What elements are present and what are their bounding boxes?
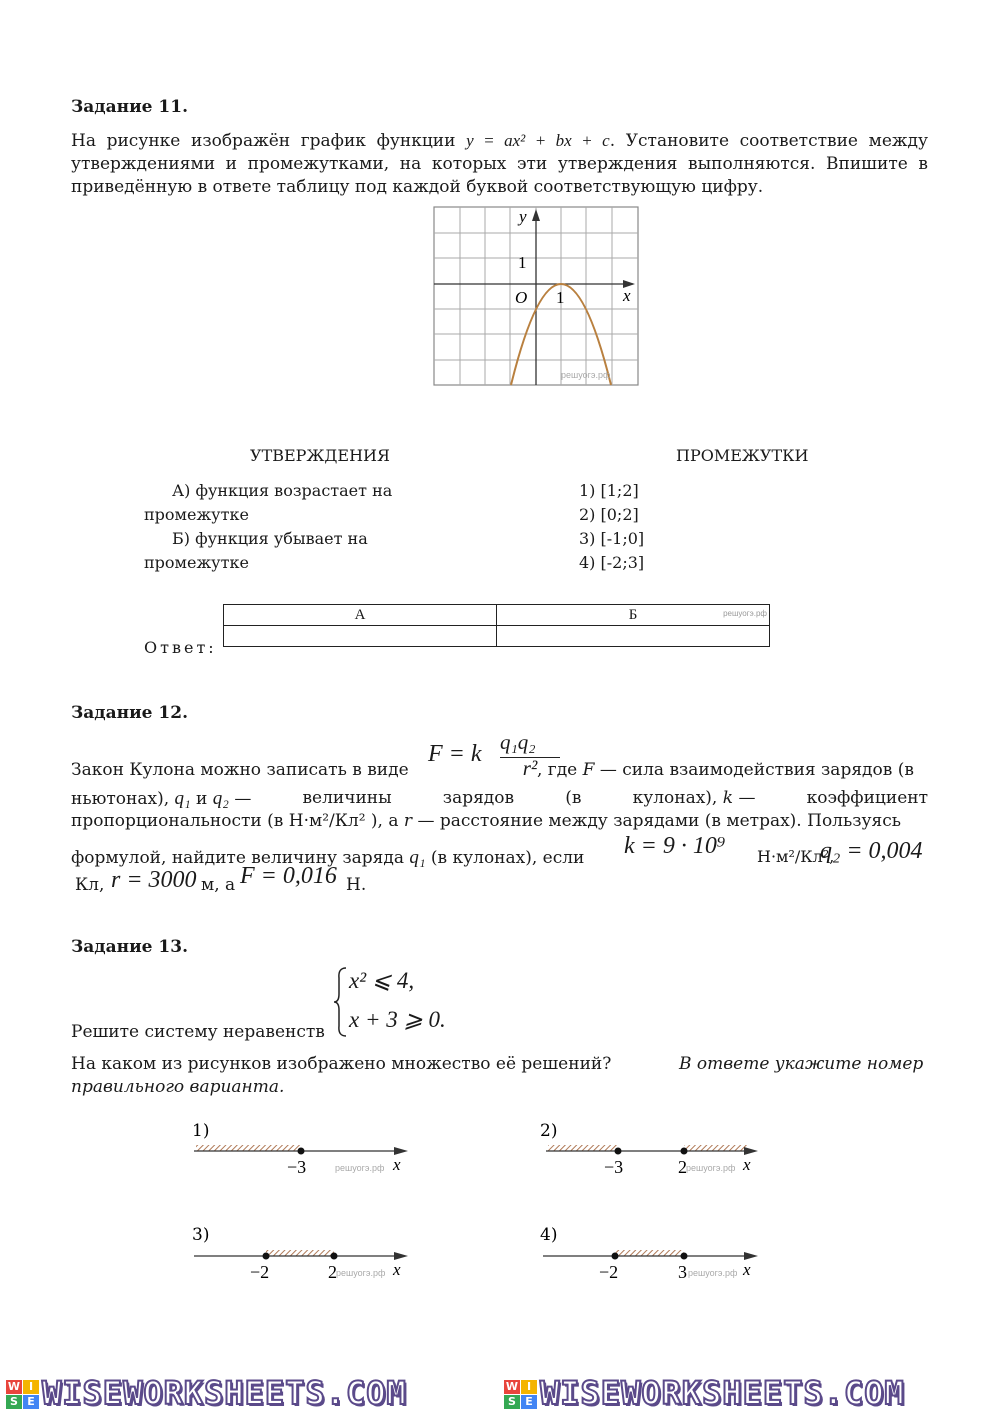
t12-l2f: кулонах), [632, 788, 718, 808]
logo2-e: E [521, 1395, 537, 1409]
statement-a-line1: А) функция возрастает на [172, 481, 393, 500]
parabola-graph [433, 206, 639, 386]
graph-watermark: решуогэ.рф [561, 370, 611, 380]
t12-q2: q₂ [212, 788, 229, 809]
option-3-point-2 [331, 1253, 338, 1260]
task11-text-before: На рисунке изображён график функции [71, 131, 456, 151]
y-axis-label: y [519, 207, 527, 226]
option-4-tick-2: 3 [678, 1262, 687, 1282]
brand-text-2: WISEWORKSHEETS.COM [540, 1374, 905, 1412]
answer-header-b-label: Б [628, 606, 638, 623]
option-2-point-1 [615, 1148, 622, 1155]
t12-F-value: F = 0,016 [240, 863, 337, 889]
logo2-w: W [505, 1380, 519, 1393]
task13-intro: Решите систему неравенств [71, 1022, 325, 1042]
logo1-i: I [23, 1380, 39, 1394]
option-1[interactable] [192, 1121, 408, 1177]
t12-l1c: — сила взаимодействия зарядов (в [599, 760, 914, 780]
option-3-x: x [393, 1260, 401, 1279]
task11-title: Задание 11. [71, 97, 188, 117]
answer-cell-a[interactable] [224, 626, 497, 647]
option-1-x: x [393, 1155, 401, 1174]
option-4-label: 4) [540, 1225, 558, 1245]
option-2-hatch-right [684, 1145, 748, 1151]
statement-a-line2: промежутке [144, 505, 249, 524]
option-2-tick-1: −3 [604, 1157, 624, 1177]
option-4-point-2 [681, 1253, 688, 1260]
t12-k-value: k = 9 · 10⁹ [624, 833, 726, 859]
logo2-s: S [504, 1395, 520, 1409]
x-axis-label: x [623, 286, 631, 305]
option-2-watermark: решуогэ.рф [686, 1163, 736, 1173]
task11-formula: y = ax² + bx + c [466, 131, 610, 150]
answer-header-a: А [224, 605, 497, 626]
task12-line1 [71, 759, 409, 782]
option-3[interactable] [192, 1225, 408, 1282]
task12-line1b [537, 759, 914, 782]
t12-l3a: пропорциональности (в Н·м²/Кл² ), а [71, 811, 399, 831]
option-1-point [298, 1148, 305, 1155]
t12-r: r [403, 811, 413, 831]
option-3-hatch [266, 1250, 334, 1256]
answer-label: Ответ: [144, 638, 217, 657]
option-4[interactable] [540, 1225, 758, 1282]
option-2-point-2 [681, 1148, 688, 1155]
logo1-e: E [23, 1395, 39, 1409]
option-4-point-1 [612, 1253, 619, 1260]
logo1-w: W [7, 1380, 21, 1393]
t12-l2a: ньютонах), [71, 789, 170, 809]
brand-text-1: WISEWORKSHEETS.COM [42, 1374, 407, 1412]
t12-l4c: Н·м²/Кл², [757, 847, 835, 866]
t12-l2e: (в [565, 788, 582, 808]
brand-logo-2 [504, 1380, 538, 1410]
task12-line3 [71, 810, 901, 833]
formula-lhs: F = k [428, 741, 482, 767]
option-2-hatch-left [548, 1145, 618, 1151]
option-1-watermark: решуогэ.рф [335, 1163, 385, 1173]
interval-2: 2) [0;2] [579, 505, 639, 524]
t12-l5b: м, а [201, 875, 236, 895]
t12-and: и [196, 789, 208, 809]
statement-b-line2: промежутке [144, 553, 249, 572]
t12-k: k [722, 788, 734, 808]
task13-instruction-2: правильного варианта. [71, 1077, 285, 1097]
task11-text [71, 129, 928, 199]
system-brace [332, 966, 350, 1038]
answer-table [223, 604, 770, 647]
footer-brand-bar [0, 1376, 1000, 1413]
option-2[interactable] [540, 1121, 758, 1177]
option-3-tick-2: 2 [328, 1262, 337, 1282]
logo1-s: S [6, 1395, 22, 1409]
formula-numerator: q₁q₂ [500, 730, 536, 754]
task13-question: На каком из рисунков изображено множество её решений? [71, 1054, 612, 1074]
t12-l1b: , где [537, 760, 578, 780]
answer-watermark: решуогэ.рф [723, 609, 767, 618]
interval-4: 4) [-2;3] [579, 553, 645, 572]
option-1-tick-1: −3 [287, 1157, 307, 1177]
t12-q1: q₁ [174, 788, 191, 809]
intervals-list [579, 479, 644, 575]
task13-instruction-1: В ответе укажите номер [679, 1054, 924, 1074]
option-2-tick-2: 2 [678, 1157, 687, 1177]
interval-1: 1) [1;2] [579, 481, 639, 500]
task12-line2 [71, 787, 928, 811]
origin-label: O [515, 288, 528, 307]
logo2-i: I [521, 1380, 537, 1394]
option-3-watermark: решуогэ.рф [336, 1268, 386, 1278]
t12-l3b: — расстояние между зарядами (в метрах). Пользуясь [417, 811, 902, 831]
statements-header: УТВЕРЖДЕНИЯ [250, 446, 390, 465]
t12-l2h: коэффициент [806, 788, 928, 808]
t12-l5a: Кл, [75, 875, 105, 895]
statement-b-line1: Б) функция убывает на [172, 529, 368, 548]
option-3-label: 3) [192, 1225, 210, 1245]
t12-l2g: — [738, 788, 756, 808]
t12-l4-q1: q₁ [409, 847, 426, 868]
intervals-header: ПРОМЕЖУТКИ [676, 446, 809, 465]
t12-l2d: зарядов [442, 788, 515, 808]
option-4-hatch [615, 1250, 684, 1256]
task12-title: Задание 12. [71, 703, 188, 723]
formula-denominator: r² [522, 756, 538, 780]
option-3-tick-1: −2 [250, 1262, 270, 1282]
task13-title: Задание 13. [71, 937, 188, 957]
option-4-x: x [743, 1260, 751, 1279]
brand-logo-1 [6, 1380, 40, 1410]
number-lines [0, 1110, 1000, 1300]
t12-l2b: — [234, 789, 252, 809]
t12-l4a: формулой, найдите величину заряда [71, 848, 404, 868]
task11-text-after: . Установите соответствие между утверждениями и промежутками, на которых эти утверждения выполняются. Впишите в приведённую в ответе таблицу под каждой буквой соответствующую цифру. [71, 131, 928, 197]
option-3-point-1 [263, 1253, 270, 1260]
interval-3: 3) [-1;0] [579, 529, 645, 548]
t12-q2-value: q₂ = 0,004 [820, 838, 923, 864]
option-1-hatch [196, 1145, 301, 1151]
option-2-label: 2) [540, 1121, 558, 1141]
option-1-label: 1) [192, 1121, 210, 1141]
t12-l1a: Закон Кулона можно записать в виде [71, 760, 409, 780]
answer-header-b [497, 605, 770, 626]
y-one-label: 1 [518, 253, 527, 272]
inequality-1: x² ⩽ 4, [349, 968, 415, 993]
answer-cell-b[interactable] [497, 626, 770, 647]
option-2-x: x [743, 1155, 751, 1174]
inequality-2: x + 3 ⩾ 0. [349, 1007, 446, 1032]
x-one-label: 1 [556, 288, 565, 307]
statements-list [144, 479, 464, 575]
t12-l5c: Н. [346, 875, 367, 895]
t12-r-value: r = 3000 [111, 867, 197, 893]
option-4-tick-1: −2 [599, 1262, 619, 1282]
t12-l4b: (в кулонах), если [430, 848, 585, 868]
option-4-watermark: решуогэ.рф [688, 1268, 738, 1278]
t12-l2c: величины [302, 788, 392, 808]
t12-F: F [582, 760, 595, 780]
